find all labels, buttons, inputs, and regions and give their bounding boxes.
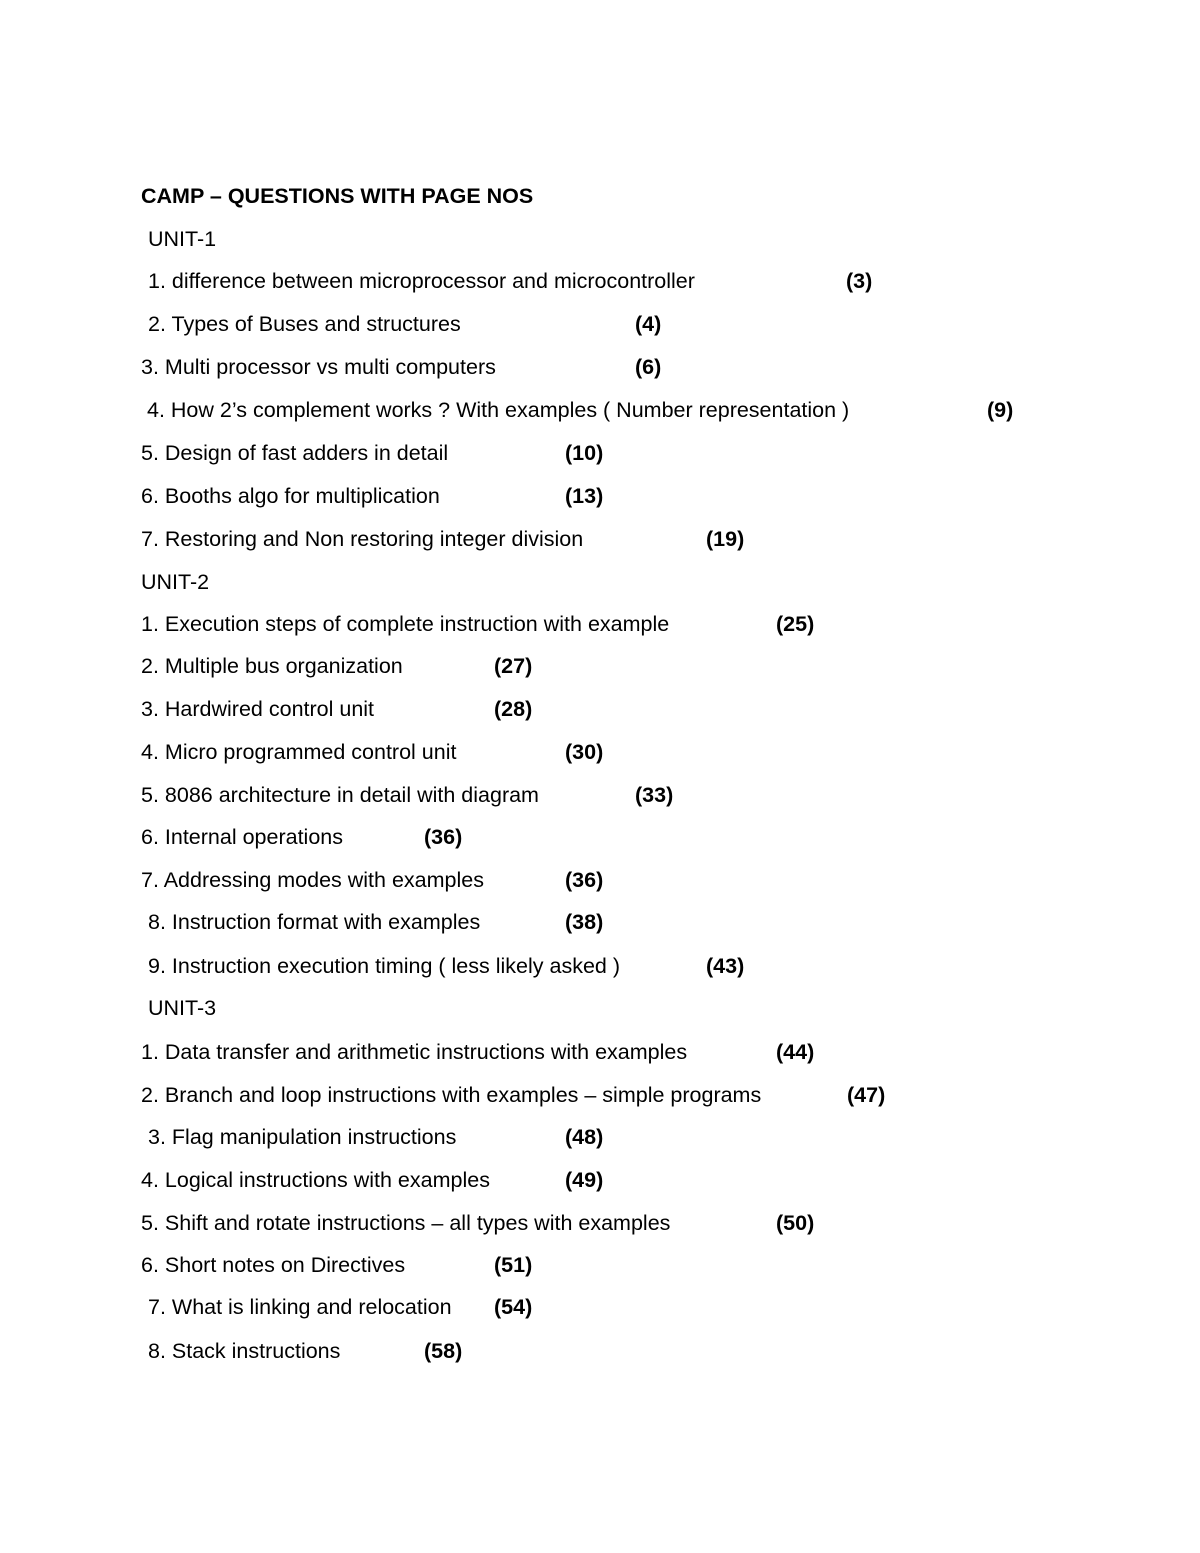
question-text: 4. Logical instructions with examples: [141, 1168, 490, 1192]
question-text: 4. Micro programmed control unit: [141, 740, 457, 764]
question-text: 4. How 2’s complement works ? With examples ( Number representation ): [147, 398, 850, 422]
question-text: 3. Multi processor vs multi computers: [141, 355, 496, 379]
page-number: (25): [776, 612, 815, 636]
question-text: 8. Instruction format with examples: [148, 910, 481, 934]
page-number: (13): [565, 484, 604, 508]
page-number: (27): [494, 654, 533, 678]
question-text: 7. Restoring and Non restoring integer division: [141, 527, 584, 551]
page-number: (48): [565, 1125, 604, 1149]
page-number: (30): [565, 740, 604, 764]
unit-heading: UNIT-3: [148, 996, 217, 1020]
question-text: 2. Branch and loop instructions with examples – simple programs: [141, 1083, 762, 1107]
question-text: 1. Execution steps of complete instruction with example: [141, 612, 670, 636]
page-number: (28): [494, 697, 533, 721]
question-text: 7. Addressing modes with examples: [141, 868, 484, 892]
page-number: (50): [776, 1211, 815, 1235]
page-number: (6): [635, 355, 662, 379]
page-number: (36): [565, 868, 604, 892]
page-number: (44): [776, 1040, 815, 1064]
question-text: 5. 8086 architecture in detail with diagram: [141, 783, 539, 807]
question-text: 7. What is linking and relocation: [148, 1295, 452, 1319]
page-number: (49): [565, 1168, 604, 1192]
question-text: 8. Stack instructions: [148, 1339, 341, 1363]
question-text: 3. Hardwired control unit: [141, 697, 375, 721]
page-number: (4): [635, 312, 662, 336]
page-number: (19): [706, 527, 745, 551]
question-text: 2. Types of Buses and structures: [148, 312, 461, 336]
question-text: 5. Shift and rotate instructions – all types with examples: [141, 1211, 671, 1235]
question-text: 6. Booths algo for multiplication: [141, 484, 440, 508]
page-number: (3): [846, 269, 873, 293]
page-number: (9): [987, 398, 1014, 422]
question-text: 1. difference between microprocessor and microcontroller: [148, 269, 695, 293]
question-text: 6. Short notes on Directives: [141, 1253, 406, 1277]
page-number: (47): [847, 1083, 886, 1107]
unit-heading: UNIT-2: [141, 570, 210, 594]
page-title: CAMP – QUESTIONS WITH PAGE NOS: [141, 184, 534, 208]
question-text: 2. Multiple bus organization: [141, 654, 403, 678]
page-number: (38): [565, 910, 604, 934]
page-number: (36): [424, 825, 463, 849]
question-text: 5. Design of fast adders in detail: [141, 441, 449, 465]
question-text: 1. Data transfer and arithmetic instructions with examples: [141, 1040, 688, 1064]
page-number: (51): [494, 1253, 533, 1277]
page-number: (58): [424, 1339, 463, 1363]
unit-heading: UNIT-1: [148, 227, 217, 251]
page-number: (54): [494, 1295, 533, 1319]
page-number: (10): [565, 441, 604, 465]
question-text: 6. Internal operations: [141, 825, 343, 849]
question-text: 9. Instruction execution timing ( less likely asked ): [148, 954, 621, 978]
page-number: (43): [706, 954, 745, 978]
question-text: 3. Flag manipulation instructions: [148, 1125, 457, 1149]
page-number: (33): [635, 783, 674, 807]
